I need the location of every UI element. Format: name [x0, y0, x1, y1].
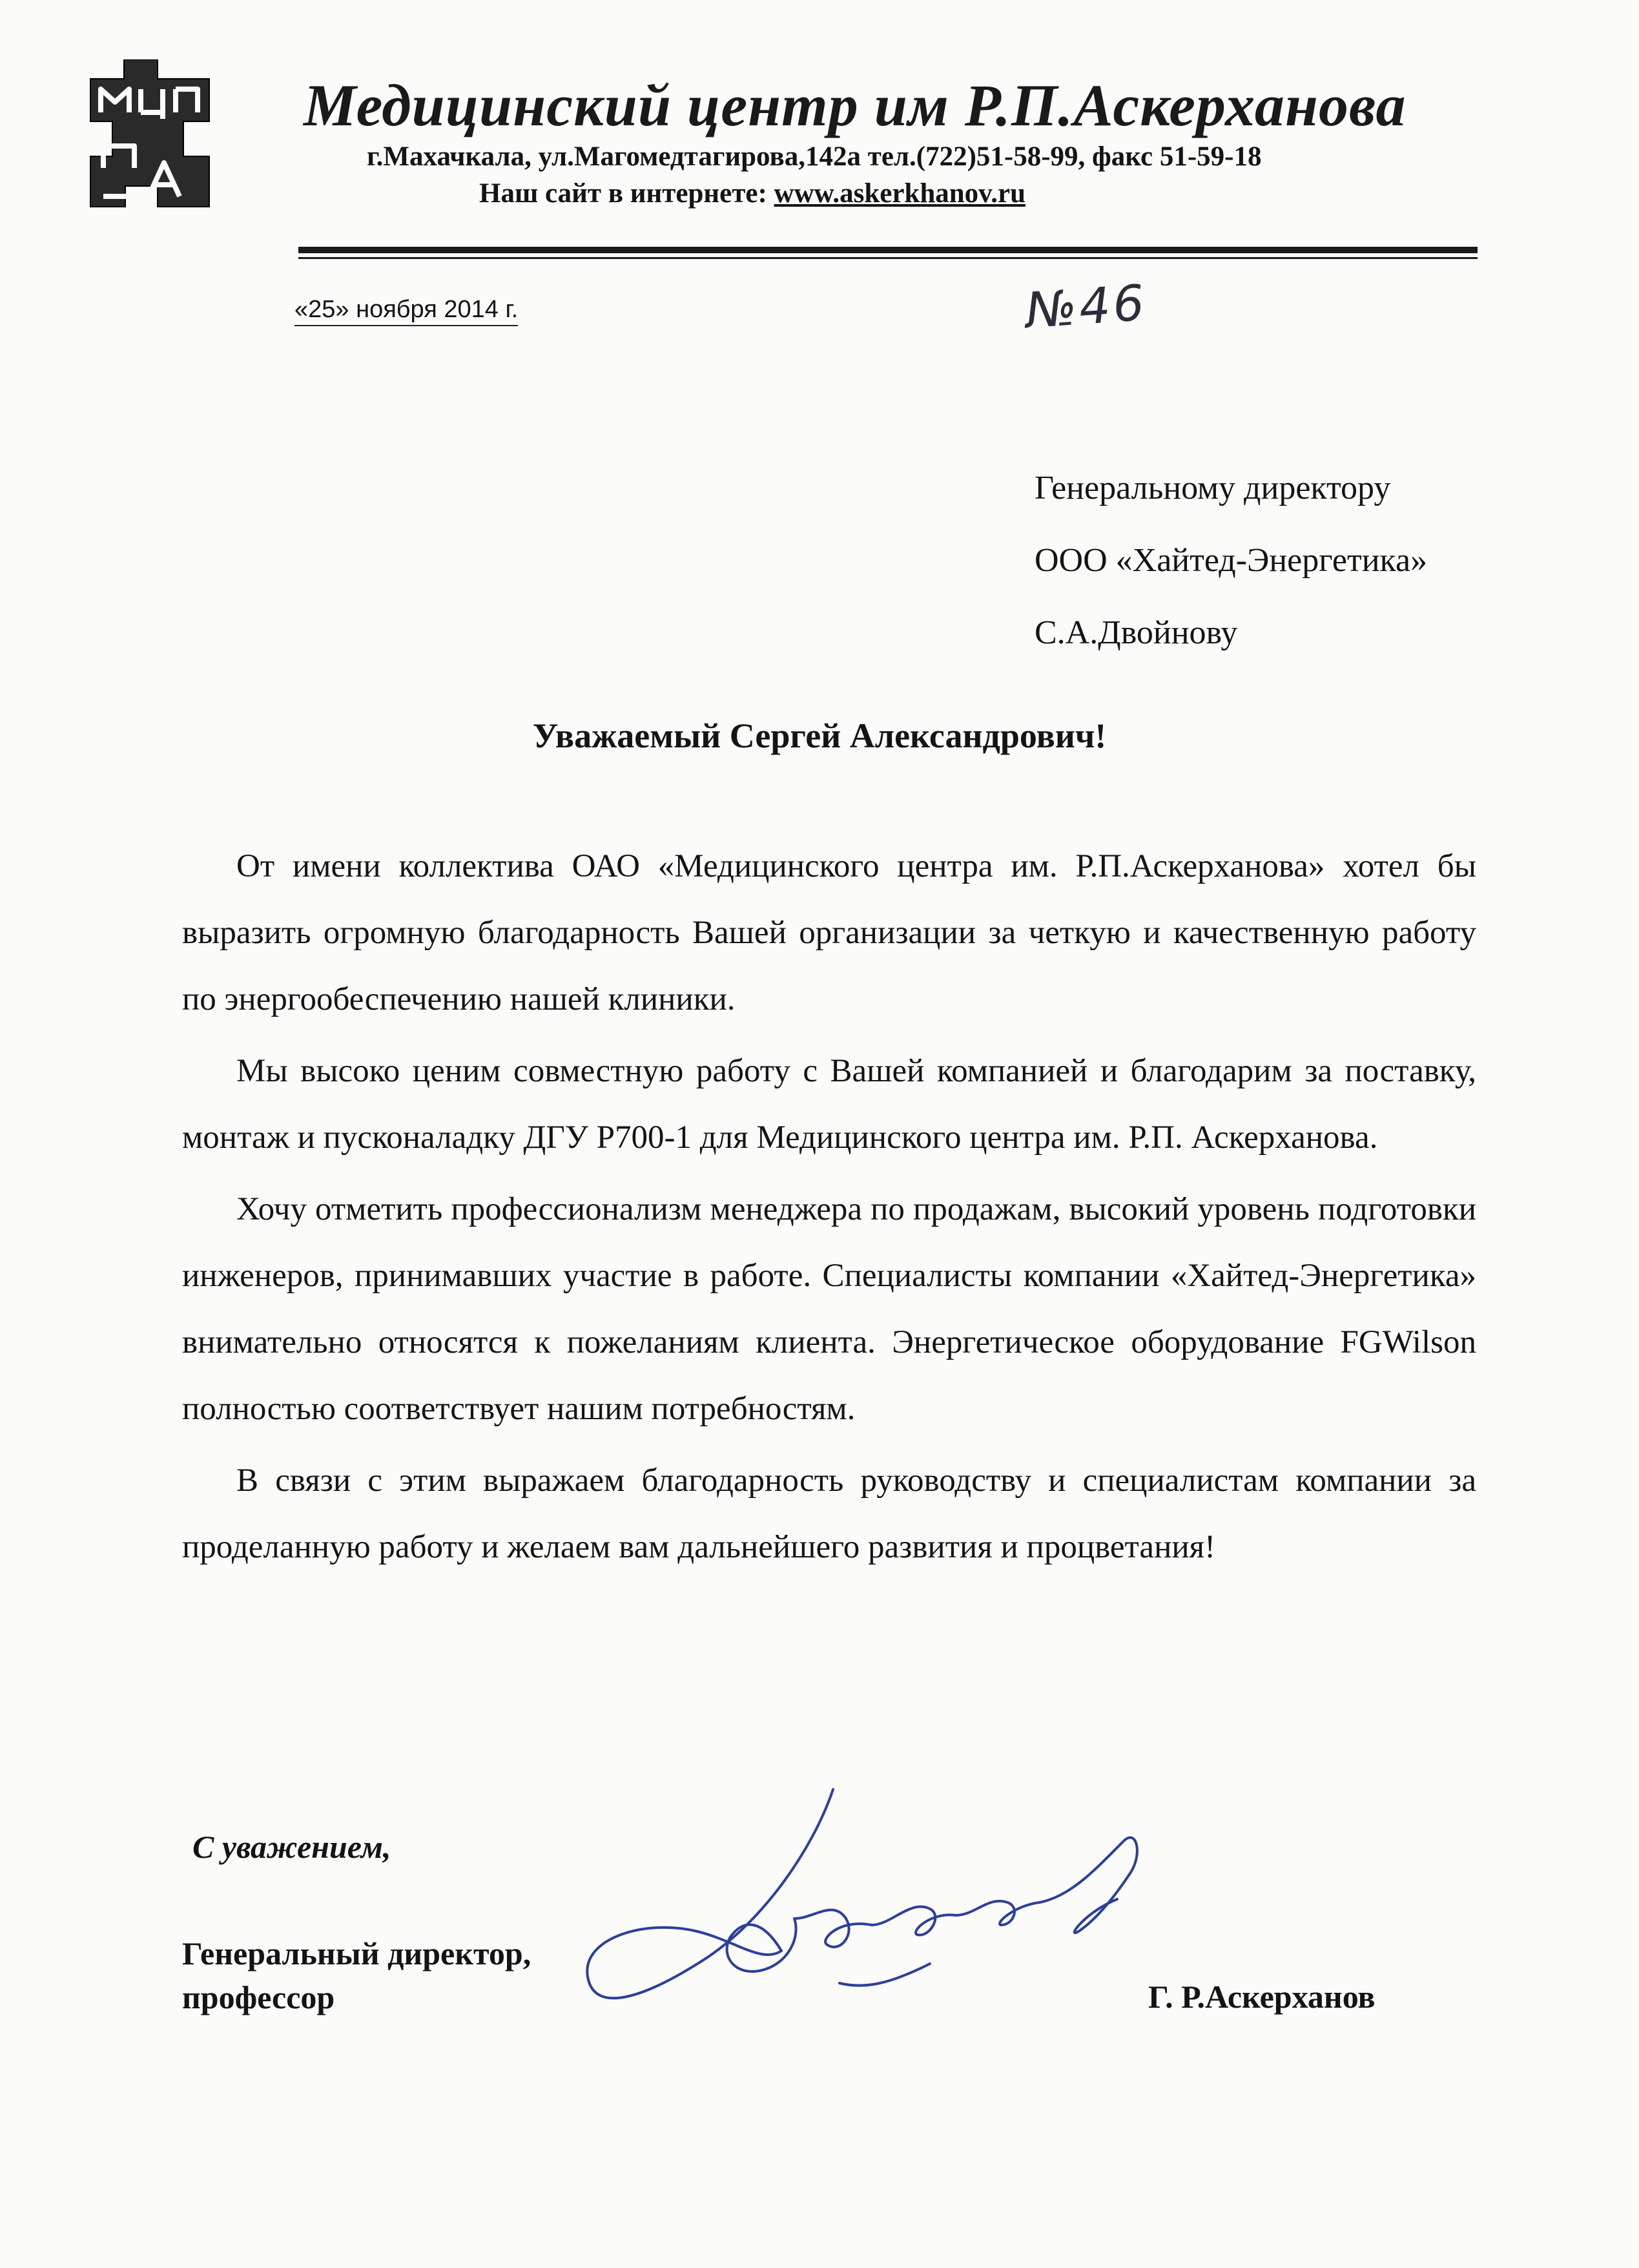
website-label: Наш сайт в интернете:	[479, 178, 767, 209]
organization-name: Медицинский центр им Р.П.Аскерханова	[304, 72, 1407, 138]
addressee-company: ООО «Хайтед-Энергетика»	[1035, 542, 1428, 579]
addressee-position: Генеральному директору	[1035, 470, 1391, 506]
organization-address: г.Махачкала, ул.Магомедтагирова,142а тел.(722)51-58-99, факс 51-59-18	[367, 141, 1262, 172]
body-paragraph: От имени коллектива ОАО «Медицинского центра им. Р.П.Аскерханова» хотел бы выразить огромную благодарность Вашей организации за четкую и качественную работу по энергообеспечению нашей клиники.	[182, 848, 1476, 1017]
addressee-block	[1035, 452, 1427, 669]
body-paragraph: Хочу отметить профессионализм менеджера по продажам, высокий уровень подготовки инженеров, принимавших участие в работе. Специалисты компании «Хайтед-Энергетика» внимательно относятся к пожеланиям клиента. Энергетическое оборудование FGWilson полностью соответствует нашим потребностям.	[182, 1191, 1476, 1427]
letterhead-divider-thick	[298, 247, 1478, 253]
logo-mark	[87, 59, 213, 209]
handwritten-signature	[568, 1770, 1201, 2067]
letter-date: «25» ноября 2014 г.	[294, 296, 518, 326]
website-link[interactable]: www.askerkhanov.ru	[774, 178, 1026, 209]
handwritten-letter-number: №46	[1024, 273, 1149, 340]
signer-title	[182, 1931, 531, 2019]
organization-website	[479, 178, 1026, 209]
body-paragraph: Мы высоко ценим совместную работу с Вашей компанией и благодарим за поставку, монтаж и пусконаладку ДГУ Р700-1 для Медицинского центра им. Р.П. Аскерханова.	[182, 1053, 1476, 1156]
closing-phrase: С уважением,	[192, 1829, 391, 1865]
signer-degree: профессор	[182, 1979, 335, 2015]
signature-scrawl	[568, 1770, 1201, 2067]
signer-position: Генеральный директор,	[182, 1935, 531, 1971]
letter-body	[182, 833, 1476, 1586]
letterhead-divider-thin	[298, 257, 1478, 259]
body-paragraph: В связи с этим выражаем благодарность руководству и специалистам компании за проделанную работу и желаем вам дальнейшего развития и процветания!	[182, 1462, 1476, 1565]
signer-name: Г. Р.Аскерханов	[1148, 1979, 1376, 2015]
addressee-name: С.А.Двойнову	[1035, 614, 1238, 651]
organization-logo	[87, 59, 213, 209]
salutation: Уважаемый Сергей Александрович!	[532, 716, 1107, 755]
